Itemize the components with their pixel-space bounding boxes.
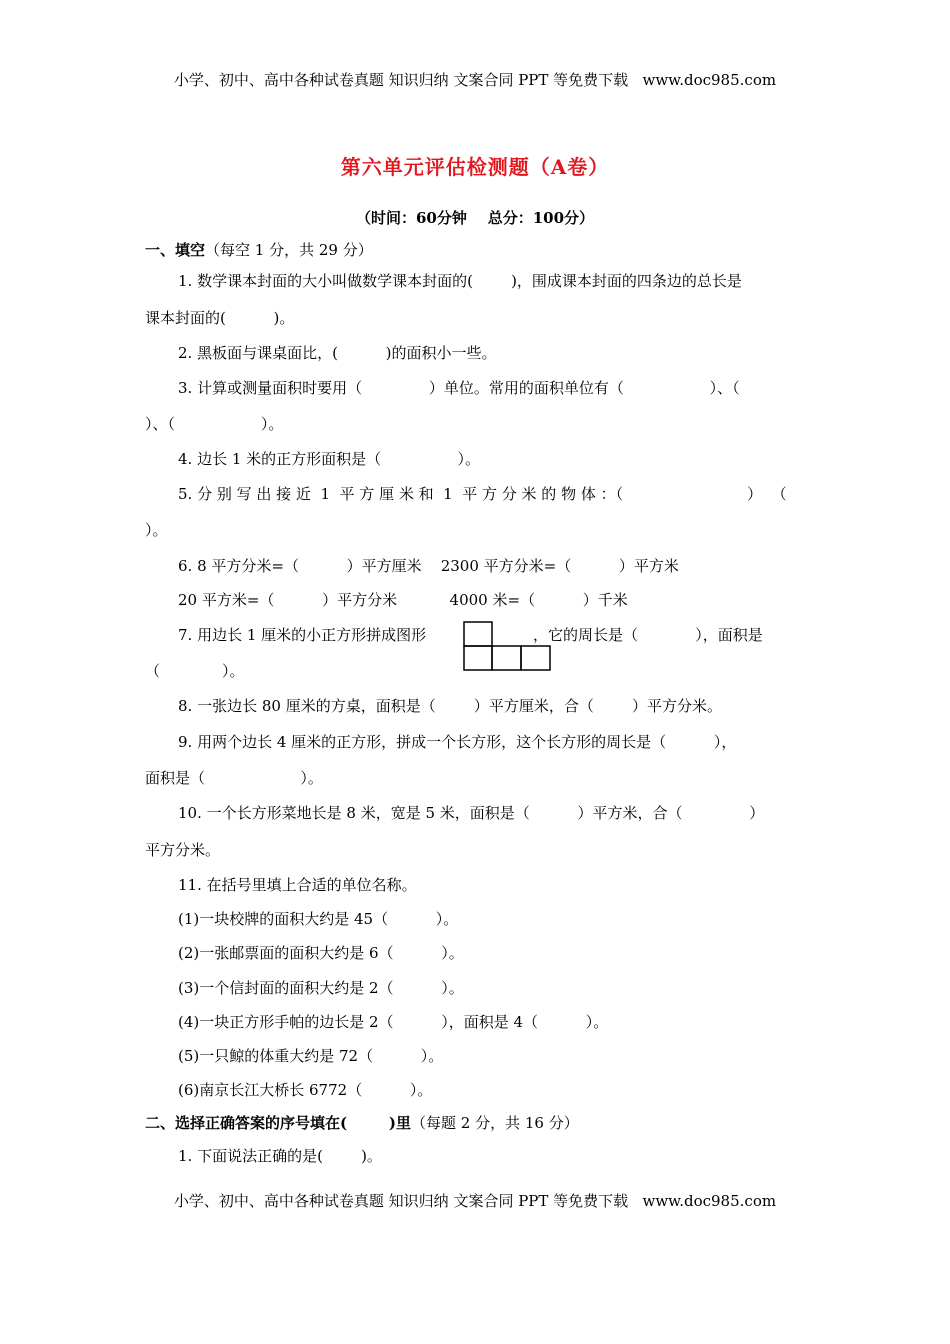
- question-11-item-3: (3)一个信封面的面积大约是 2（ ）。: [178, 979, 464, 997]
- question-11-item-6: (6)南京长江大桥长 6772（ ）。: [178, 1081, 433, 1099]
- section-1-title: 一、填空: [145, 241, 206, 259]
- question-5-line-2: ）。: [145, 521, 168, 539]
- question-11-item-2: (2)一张邮票面的面积大约是 6（ ）。: [178, 944, 464, 962]
- section-2-note: （每题 2 分，共 16 分）: [410, 1114, 579, 1132]
- question-4: 4. 边长 1 米的正方形面积是（ ）。: [178, 450, 480, 468]
- section-1-heading: [145, 240, 373, 260]
- page-title: 第六单元评估检测题（A卷）: [340, 155, 610, 179]
- page-footer: 小学、初中、高中各种试卷真题 知识归纳 文案合同 PPT 等免费下载 www.doc985.com: [173, 1192, 777, 1210]
- question-1-line-1: 1. 数学课本封面的大小叫做数学课本封面的( )，围成课本封面的四条边的总长是: [178, 272, 742, 290]
- question-6-line-1: 6. 8 平方分米=（ ）平方厘米 2300 平方分米=（ ）平方米: [178, 557, 679, 575]
- question-11-item-1: (1)一块校牌的面积大约是 45（ ）。: [178, 910, 459, 928]
- question-9-line-2: 面积是（ ）。: [145, 769, 323, 787]
- question-2: 2. 黑板面与课桌面比，( )的面积小一些。: [178, 344, 497, 362]
- question-10-line-1: 10. 一个长方形菜地长是 8 米，宽是 5 米，面积是（ ）平方米，合（ ）: [178, 804, 765, 822]
- section-1-note: （每空 1 分，共 29 分）: [205, 241, 373, 259]
- question-7-line-1-start: 7. 用边长 1 厘米的小正方形拼成图形: [178, 626, 427, 644]
- question-3-line-2: ）、（ ）。: [145, 415, 284, 433]
- section-2-question-1: 1. 下面说法正确的是( )。: [178, 1147, 382, 1165]
- question-8: 8. 一张边长 80 厘米的方桌，面积是（ ）平方厘米，合（ ）平方分米。: [178, 697, 722, 715]
- exam-info: （时间：60分钟 总分：100分）: [355, 209, 595, 227]
- question-1-line-2: 课本封面的( )。: [145, 309, 295, 327]
- question-6-line-2: 20 平方米=（ ）平方分米 4000 米=（ ）千米: [178, 591, 628, 609]
- question-10-line-2: 平方分米。: [145, 841, 221, 859]
- question-3-line-1: 3. 计算或测量面积时要用（ ）单位。常用的面积单位有（ ）、（: [178, 379, 740, 397]
- section-2-title: 二、选择正确答案的序号填在( )里: [145, 1114, 411, 1132]
- question-5-line-1: 5. 分 别 写 出 接 近 1 平 方 厘 米 和 1 平 方 分 米 的 物 体 ：（ ） （: [178, 485, 787, 503]
- page-header: 小学、初中、高中各种试卷真题 知识归纳 文案合同 PPT 等免费下载 www.doc985.com: [173, 71, 777, 89]
- section-2-heading: [145, 1113, 579, 1133]
- question-11-item-4: (4)一块正方形手帕的边长是 2（ ），面积是 4（ ）。: [178, 1013, 609, 1031]
- question-11: 11. 在括号里填上合适的单位名称。: [178, 876, 417, 894]
- question-11-item-5: (5)一只鲸的体重大约是 72（ ）。: [178, 1047, 444, 1065]
- question-7-line-2: （ ）。: [145, 662, 245, 680]
- question-7-line-1-end: ，它的周长是（ ），面积是: [533, 626, 763, 644]
- question-9-line-1: 9. 用两个边长 4 厘米的正方形，拼成一个长方形，这个长方形的周长是（ ），: [178, 733, 737, 751]
